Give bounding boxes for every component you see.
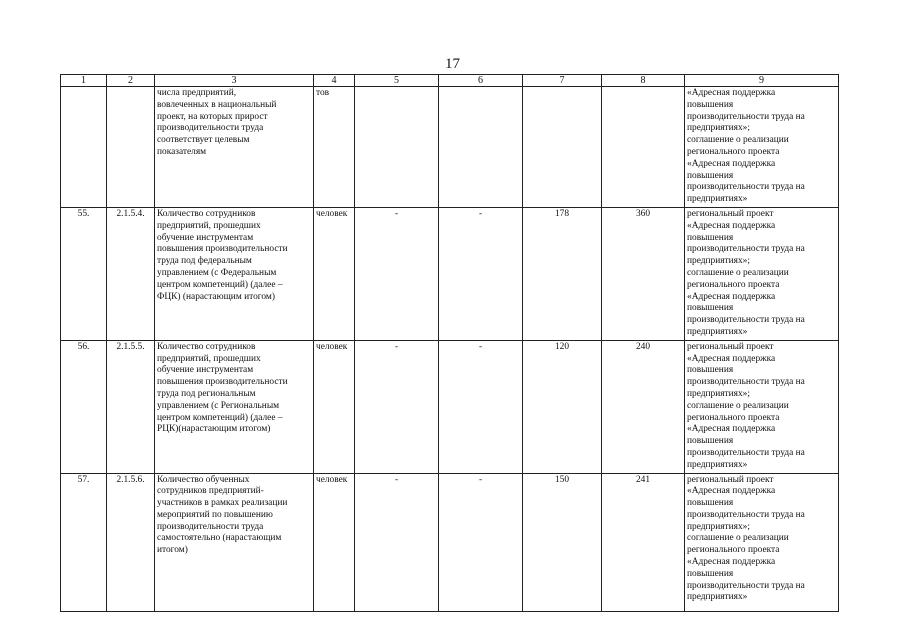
table-row xyxy=(61,473,839,611)
value-col6: - xyxy=(439,340,523,473)
indicator-code: 2.1.5.5. xyxy=(107,340,155,473)
unit: тов xyxy=(314,87,355,208)
row-number: 55. xyxy=(61,207,107,340)
value-col8: 240 xyxy=(602,340,685,473)
value-col7: 120 xyxy=(523,340,602,473)
column-header: 3 xyxy=(155,75,314,87)
indicator-code xyxy=(107,87,155,208)
unit: человек xyxy=(314,340,355,473)
source-document: «Адресная поддержка повышения производительности труда на предприятиях»; соглашение о реализации регионального проекта «Адресная поддержка повышения производительности труда на предприятиях» xyxy=(685,87,839,208)
table-row xyxy=(61,87,839,208)
unit: человек xyxy=(314,473,355,611)
column-number-row xyxy=(61,75,839,87)
value-col7: 178 xyxy=(523,207,602,340)
indicator-code: 2.1.5.6. xyxy=(107,473,155,611)
row-number: 57. xyxy=(61,473,107,611)
column-header: 4 xyxy=(314,75,355,87)
value-col5 xyxy=(355,87,439,208)
value-col8 xyxy=(602,87,685,208)
indicators-table xyxy=(60,74,839,612)
value-col7: 150 xyxy=(523,473,602,611)
column-header: 9 xyxy=(685,75,839,87)
value-col5: - xyxy=(355,340,439,473)
column-header: 6 xyxy=(439,75,523,87)
source-document: региональный проект «Адресная поддержка повышения производительности труда на предприятиях»; соглашение о реализации регионального проекта «Адресная поддержка повышения производительности труда на предприятиях» xyxy=(685,473,839,611)
value-col5: - xyxy=(355,473,439,611)
indicator-description: Количество сотрудников предприятий, прошедших обучение инструментам повышения производительности труда под федеральным управлением (с Федеральным центром компетенций) (далее – ФЦК) (нарастающим итогом) xyxy=(155,207,314,340)
indicator-description: Количество сотрудников предприятий, прошедших обучение инструментам повышения производительности труда под региональным управлением (с Региональным центром компетенций) (далее – РЦК)(нарастающим итогом) xyxy=(155,340,314,473)
table-row xyxy=(61,340,839,473)
column-header: 7 xyxy=(523,75,602,87)
source-document: региональный проект «Адресная поддержка повышения производительности труда на предприятиях»; соглашение о реализации регионального проекта «Адресная поддержка повышения производительности труда на предприятиях» xyxy=(685,207,839,340)
value-col7 xyxy=(523,87,602,208)
row-number: 56. xyxy=(61,340,107,473)
value-col6: - xyxy=(439,207,523,340)
value-col5: - xyxy=(355,207,439,340)
indicator-description: Количество обученных сотрудников предприятий- участников в рамках реализации мероприятий по повышению производительности труда самостоятельно (нарастающим итогом) xyxy=(155,473,314,611)
unit: человек xyxy=(314,207,355,340)
value-col8: 360 xyxy=(602,207,685,340)
row-number xyxy=(61,87,107,208)
source-document: региональный проект «Адресная поддержка повышения производительности труда на предприятиях»; соглашение о реализации регионального проекта «Адресная поддержка повышения производительности труда на предприятиях» xyxy=(685,340,839,473)
column-header: 2 xyxy=(107,75,155,87)
column-header: 8 xyxy=(602,75,685,87)
page-number: 17 xyxy=(445,56,460,72)
column-header: 5 xyxy=(355,75,439,87)
value-col6 xyxy=(439,87,523,208)
column-header: 1 xyxy=(61,75,107,87)
indicator-code: 2.1.5.4. xyxy=(107,207,155,340)
indicator-description: числа предприятий, вовлеченных в национальный проект, на которых прирост производительности труда соответствует целевым показателям xyxy=(155,87,314,208)
table-row xyxy=(61,207,839,340)
value-col6: - xyxy=(439,473,523,611)
value-col8: 241 xyxy=(602,473,685,611)
